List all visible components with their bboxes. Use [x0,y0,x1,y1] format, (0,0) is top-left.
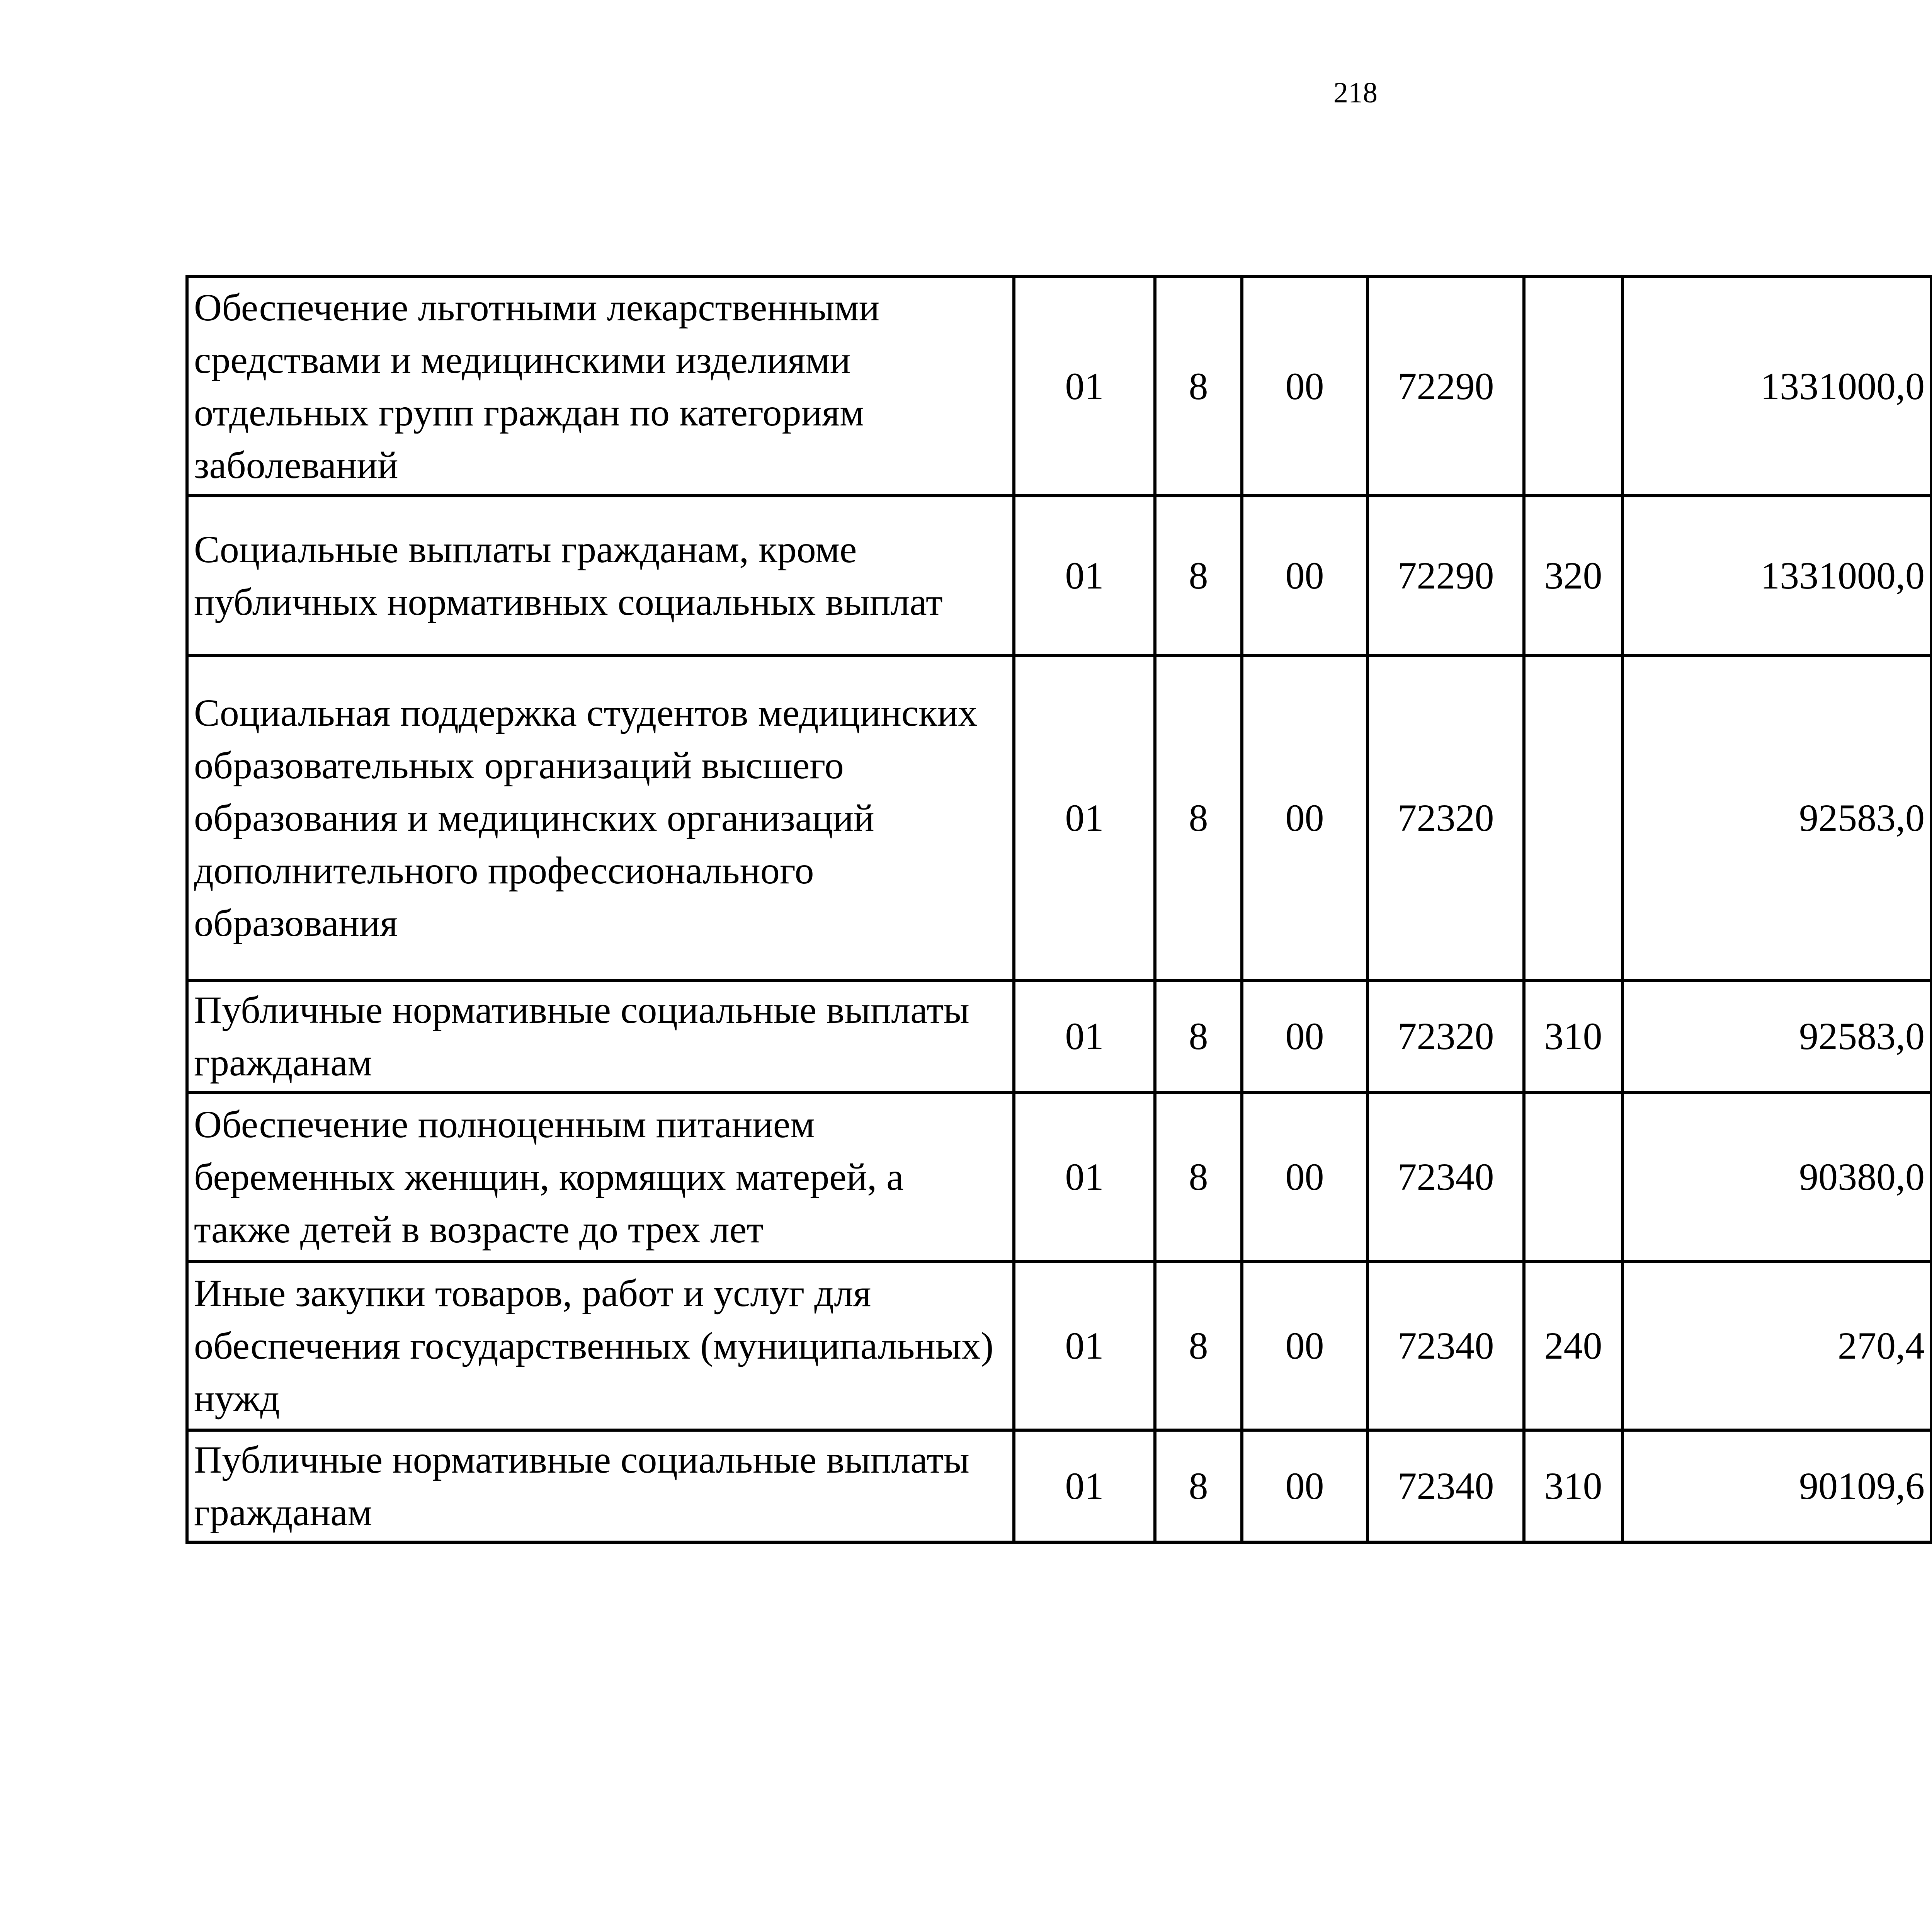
table-row [187,277,1932,496]
section-code: 01 [1014,980,1155,1092]
section-code: 01 [1014,655,1155,980]
program-code: 8 [1155,655,1242,980]
amount-cell: 90380,0 [1622,1092,1932,1261]
amount-cell: 270,4 [1622,1261,1932,1430]
target-code: 72340 [1367,1092,1524,1261]
table-row [187,1430,1932,1542]
row-name: Социальная поддержка студентов медицинских образовательных организаций высшего образования и медицинских организаций дополнительного профессионального образования [187,655,1014,980]
expense-type-code: 310 [1524,980,1622,1092]
section-code: 01 [1014,1261,1155,1430]
row-name: Публичные нормативные социальные выплаты гражданам [187,1430,1014,1542]
table-row [187,1261,1932,1430]
subprogram-code: 00 [1242,277,1367,496]
target-code: 72320 [1367,980,1524,1092]
page-number: 218 [1333,77,1378,109]
subprogram-code: 00 [1242,1430,1367,1542]
program-code: 8 [1155,1261,1242,1430]
table-row [187,655,1932,980]
row-name: Обеспечение полноценным питанием беременных женщин, кормящих матерей, а также детей в возрасте до трех лет [187,1092,1014,1261]
row-name: Социальные выплаты гражданам, кроме публичных нормативных социальных выплат [187,496,1014,655]
table-row [187,496,1932,655]
program-code: 8 [1155,277,1242,496]
table-row [187,1092,1932,1261]
row-name: Публичные нормативные социальные выплаты гражданам [187,980,1014,1092]
subprogram-code: 00 [1242,496,1367,655]
subprogram-code: 00 [1242,980,1367,1092]
subprogram-code: 00 [1242,1261,1367,1430]
program-code: 8 [1155,496,1242,655]
target-code: 72290 [1367,277,1524,496]
amount-cell: 92583,0 [1622,655,1932,980]
section-code: 01 [1014,277,1155,496]
program-code: 8 [1155,1430,1242,1542]
target-code: 72320 [1367,655,1524,980]
section-code: 01 [1014,496,1155,655]
program-code: 8 [1155,980,1242,1092]
table-row [187,980,1932,1092]
amount-cell: 1331000,0 [1622,496,1932,655]
target-code: 72290 [1367,496,1524,655]
row-name: Иные закупки товаров, работ и услуг для обеспечения государственных (муниципальных) нужд [187,1261,1014,1430]
subprogram-code: 00 [1242,1092,1367,1261]
target-code: 72340 [1367,1430,1524,1542]
expense-type-code [1524,655,1622,980]
amount-cell: 90109,6 [1622,1430,1932,1542]
expense-type-code [1524,277,1622,496]
budget-table [185,275,1932,1544]
expense-type-code: 310 [1524,1430,1622,1542]
expense-type-code: 240 [1524,1261,1622,1430]
expense-type-code [1524,1092,1622,1261]
section-code: 01 [1014,1430,1155,1542]
section-code: 01 [1014,1092,1155,1261]
program-code: 8 [1155,1092,1242,1261]
amount-cell: 92583,0 [1622,980,1932,1092]
amount-cell: 1331000,0 [1622,277,1932,496]
target-code: 72340 [1367,1261,1524,1430]
expense-type-code: 320 [1524,496,1622,655]
subprogram-code: 00 [1242,655,1367,980]
row-name: Обеспечение льготными лекарственными средствами и медицинскими изделиями отдельных групп граждан по категориям заболеваний [187,277,1014,496]
